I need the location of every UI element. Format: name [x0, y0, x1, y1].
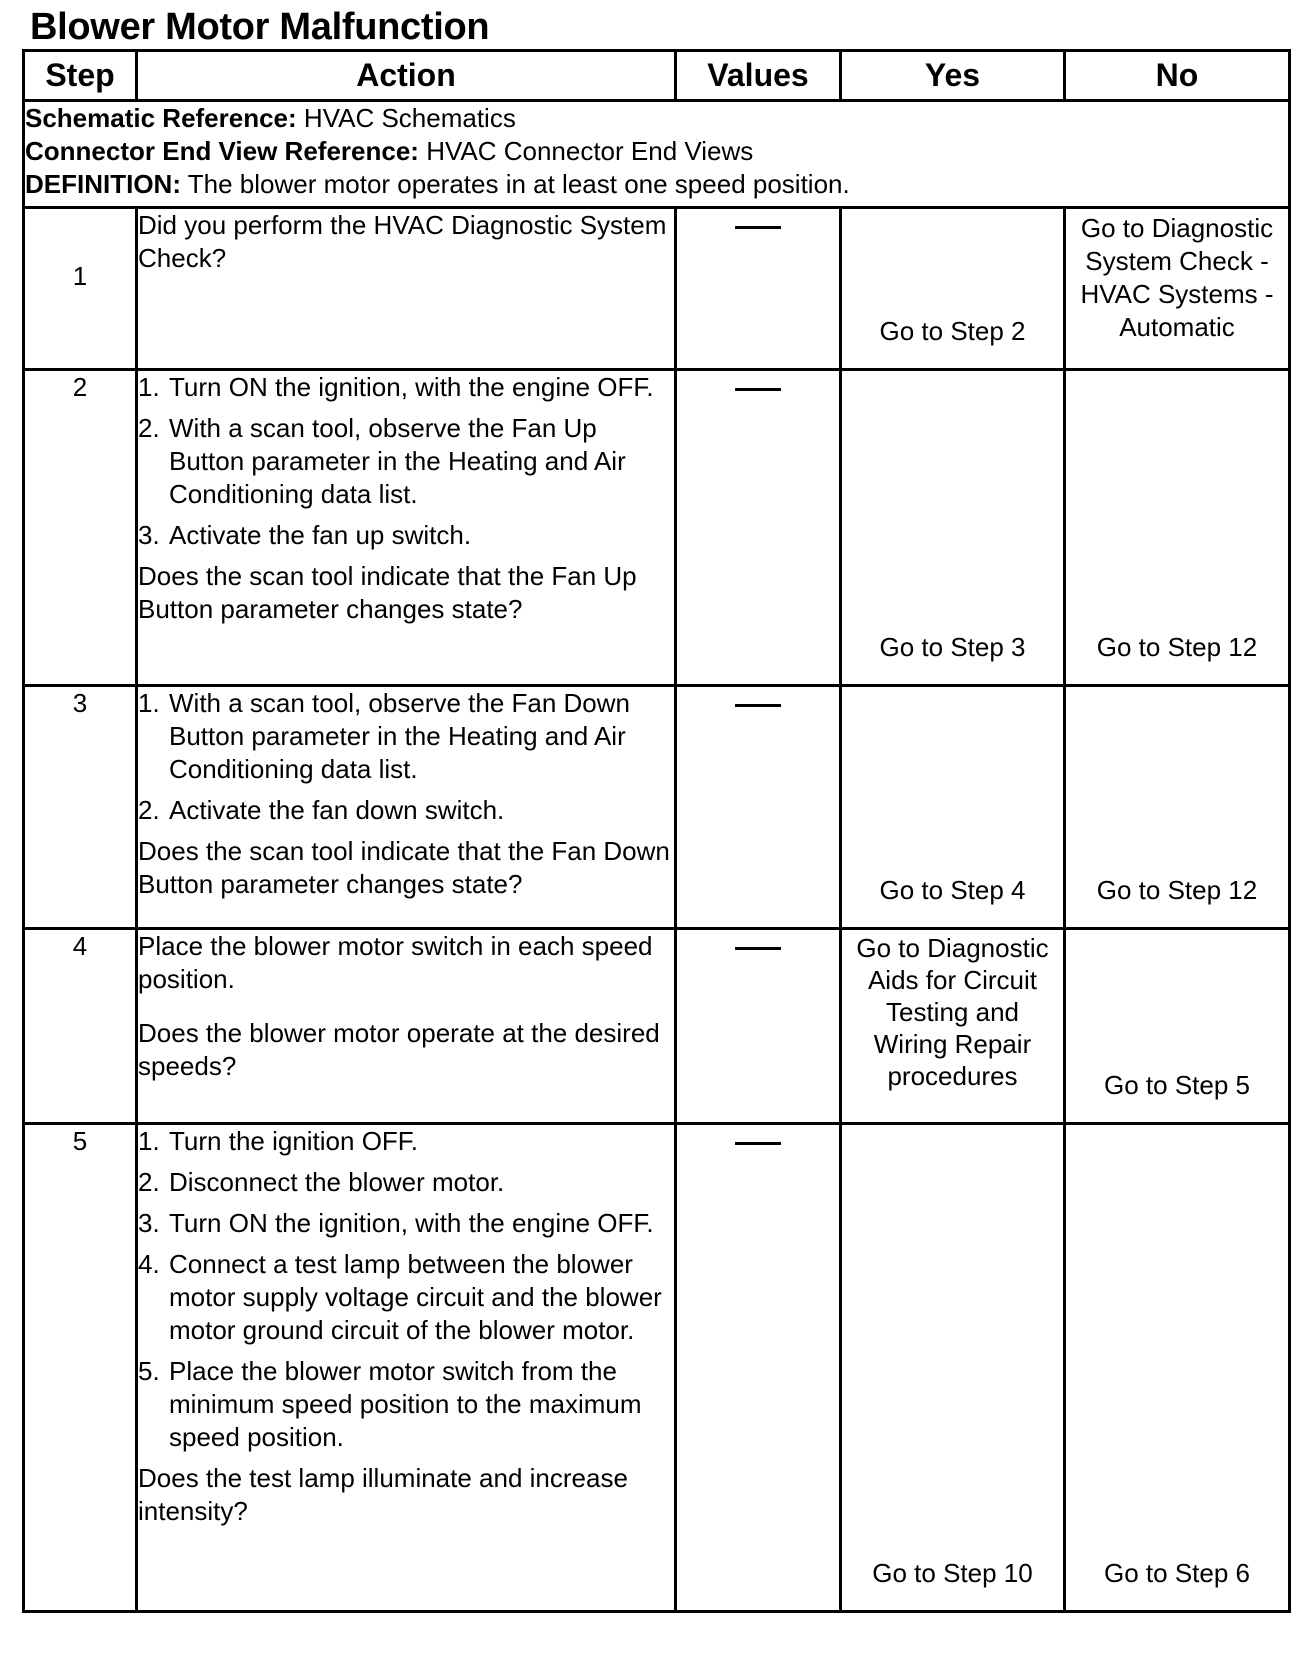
table-row: [24, 208, 1290, 370]
table-row: [24, 1124, 1290, 1612]
list-item: 1. Turn ON the ignition, with the engine OFF.: [138, 372, 654, 402]
list-item: 3. Turn ON the ignition, with the engine OFF.: [138, 1208, 654, 1238]
action-cell: [137, 686, 676, 929]
reference-cell: [24, 101, 1290, 208]
list-item: 1. With a scan tool, observe the Fan Down Button parameter in the Heating and Air Conditioning data list.: [138, 688, 631, 784]
list-item: 2. Activate the fan down switch.: [138, 795, 505, 825]
em-dash: [735, 226, 781, 229]
header-values: Values: [676, 51, 841, 101]
step-number: 4: [24, 929, 137, 1124]
schematic-reference: Schematic Reference: HVAC Schematics: [25, 103, 516, 133]
step-question: Does the scan tool indicate that the Fan Down Button parameter changes state?: [138, 836, 670, 899]
step-number: 3: [24, 686, 137, 929]
diagnostic-table: [22, 49, 1291, 1613]
values-cell: [676, 208, 841, 370]
list-item: 2. With a scan tool, observe the Fan Up Button parameter in the Heating and Air Conditioning data list.: [138, 413, 626, 509]
no-result: Go to Step 12: [1096, 632, 1258, 662]
header-yes: Yes: [841, 51, 1065, 101]
step-instruction: Place the blower motor switch in each speed position.: [138, 931, 653, 994]
header-no: No: [1065, 51, 1290, 101]
em-dash: [735, 704, 781, 707]
table-row: [24, 686, 1290, 929]
step-number: 2: [24, 370, 137, 686]
yes-result: Go to Step 4: [879, 875, 1026, 905]
values-cell: [676, 370, 841, 686]
no-cell: [1065, 929, 1290, 1124]
no-cell: [1065, 370, 1290, 686]
step-question: Did you perform the HVAC Diagnostic System Check?: [138, 210, 667, 273]
header-row: [24, 51, 1290, 101]
step-question: Does the blower motor operate at the desired speeds?: [138, 1018, 660, 1081]
step-question: Does the test lamp illuminate and increase intensity?: [138, 1463, 628, 1526]
list-item: 4. Connect a test lamp between the blower motor supply voltage circuit and the blower motor ground circuit of the blower motor.: [138, 1249, 662, 1345]
no-cell: [1065, 208, 1290, 370]
values-cell: [676, 686, 841, 929]
table-row: [24, 929, 1290, 1124]
table-row: [24, 370, 1290, 686]
no-cell: [1065, 1124, 1290, 1612]
list-item: 2. Disconnect the blower motor.: [138, 1167, 505, 1197]
no-result: Go to Step 6: [1104, 1558, 1250, 1588]
em-dash: [735, 947, 781, 950]
yes-cell: [841, 370, 1065, 686]
yes-result: Go to Step 2: [879, 316, 1026, 346]
reference-row: [24, 101, 1290, 208]
no-result: Go to Step 5: [1104, 1070, 1250, 1100]
action-cell: [137, 1124, 676, 1612]
yes-result: Go to Step 10: [872, 1558, 1033, 1588]
list-item: 1. Turn the ignition OFF.: [138, 1126, 419, 1156]
yes-cell: [841, 929, 1065, 1124]
yes-result: Go to Diagnostic Aids for Circuit Testing and Wiring Repair procedures: [856, 933, 1049, 1091]
no-result: Go to Diagnostic System Check - HVAC Systems - Automatic: [1080, 213, 1274, 342]
yes-result: Go to Step 3: [879, 632, 1026, 662]
step-number: 1: [24, 208, 137, 370]
definition: DEFINITION: The blower motor operates in at least one speed position.: [25, 169, 850, 199]
values-cell: [676, 1124, 841, 1612]
action-cell: [137, 208, 676, 370]
step-question: Does the scan tool indicate that the Fan Up Button parameter changes state?: [138, 561, 637, 624]
action-cell: [137, 929, 676, 1124]
page-title: Blower Motor Malfunction: [30, 6, 490, 48]
em-dash: [735, 388, 781, 391]
action-cell: [137, 370, 676, 686]
yes-cell: [841, 208, 1065, 370]
yes-cell: [841, 1124, 1065, 1612]
list-item: 3. Activate the fan up switch.: [138, 520, 472, 550]
em-dash: [735, 1142, 781, 1145]
values-cell: [676, 929, 841, 1124]
header-step: Step: [24, 51, 137, 101]
no-result: Go to Step 12: [1096, 875, 1258, 905]
connector-reference: Connector End View Reference: HVAC Connector End Views: [25, 136, 754, 166]
no-cell: [1065, 686, 1290, 929]
list-item: 5. Place the blower motor switch from the minimum speed position to the maximum speed position.: [138, 1356, 642, 1452]
header-action: Action: [137, 51, 676, 101]
step-number: 5: [24, 1124, 137, 1612]
yes-cell: [841, 686, 1065, 929]
